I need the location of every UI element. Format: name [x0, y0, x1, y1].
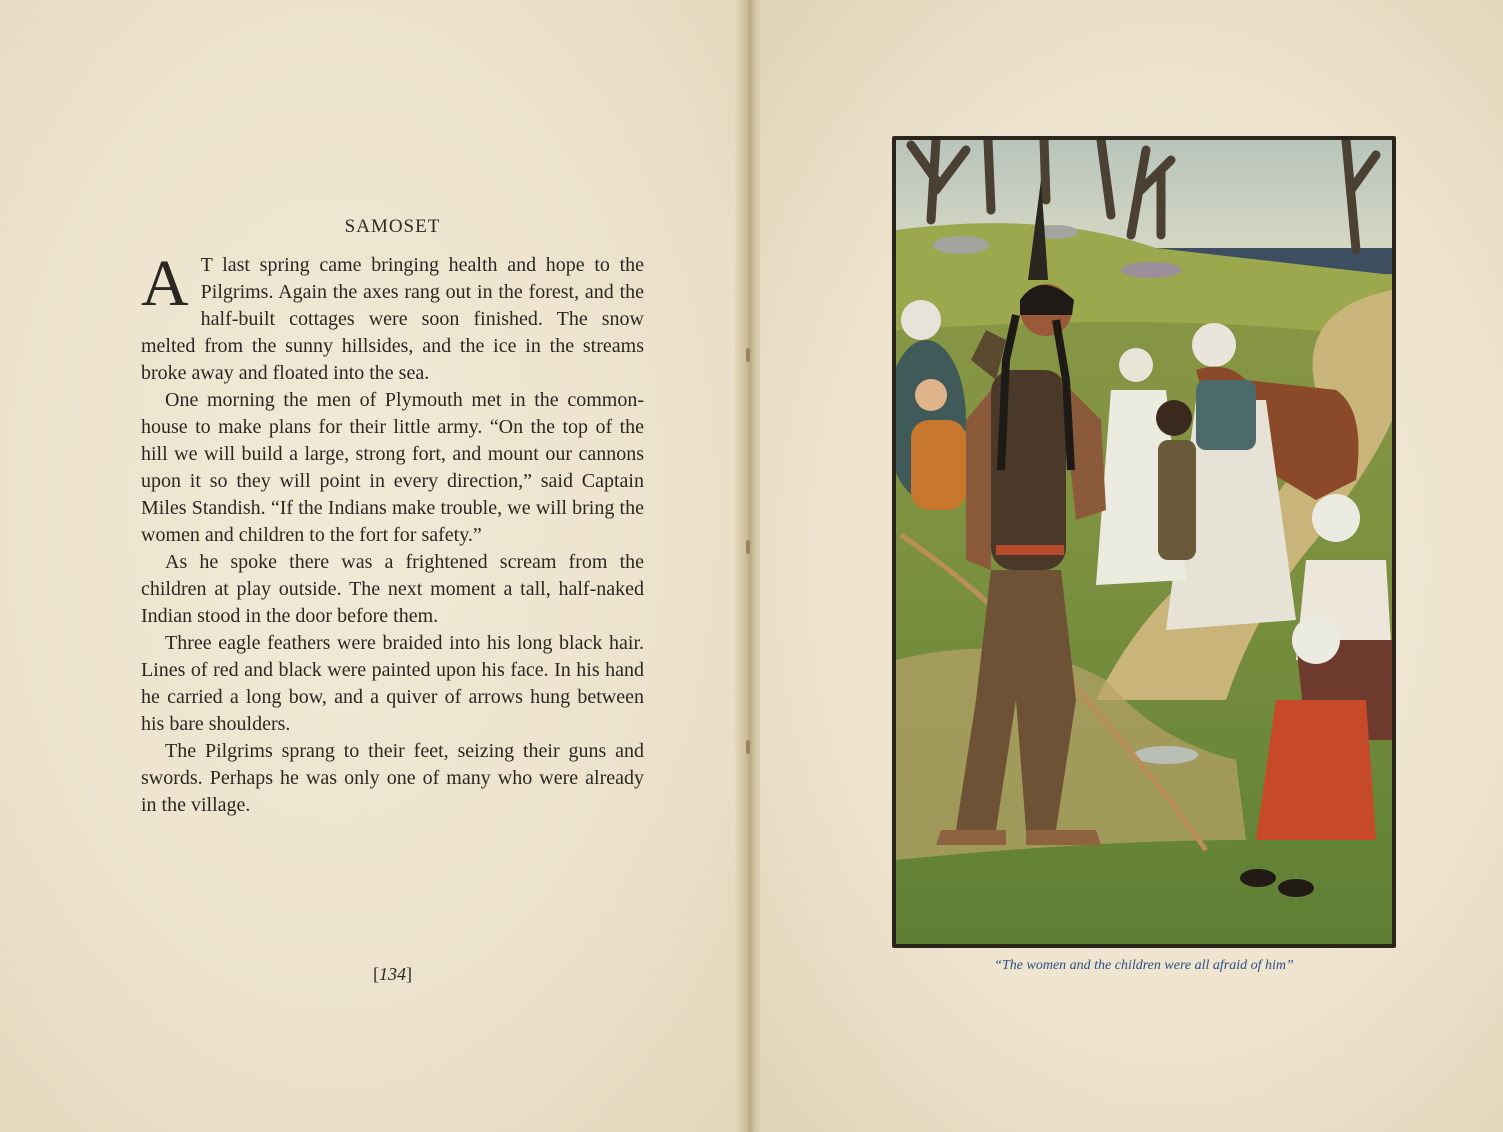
binding-stitch [746, 740, 750, 754]
body-text [141, 247, 644, 819]
paragraph-4: Three eagle feathers were braided into his long black hair. Lines of red and black were painted upon his face. In his hand he carried a long bow, and a quiver of arrows hung between his bare shoulders. [141, 632, 644, 735]
running-head: SAMOSET [344, 216, 441, 237]
illustration-plate [892, 136, 1396, 948]
folio-number: 134 [379, 964, 406, 984]
paragraph-1-text: T last spring came bringing health and hope to the Pilgrims. Again the axes rang out in the forest, and the half-built cottages were soon finished. The snow melted from the sunny hillsides, and the ice in the streams broke away and floated into the sea. [141, 254, 644, 384]
paragraph-3: As he spoke there was a frightened scream from the children at play outside. The next moment a tall, half-naked Indian stood in the door before them. [141, 551, 644, 627]
binding-stitch [746, 348, 750, 362]
folio-open-bracket: [ [373, 964, 379, 984]
paragraph-5: The Pilgrims sprang to their feet, seizing their guns and swords. Perhaps he was only one of many who were already in the village. [141, 740, 644, 816]
illustration-caption: “The women and the children were all afraid of him” [994, 958, 1294, 973]
binding-stitch [746, 540, 750, 554]
illustration-image [896, 140, 1392, 944]
folio-close-bracket: ] [406, 964, 412, 984]
left-page [0, 0, 745, 1132]
drop-cap: A [141, 247, 189, 320]
paragraph-2: One morning the men of Plymouth met in the common-house to make plans for their little army. “On the top of the hill we will build a large, strong fort, and mount our cannons upon it so they will point in every direction,” said Captain Miles Standish. “If the Indians make trouble, we will bring the women and children to the fort for safety.” [141, 389, 644, 546]
page-number [141, 964, 644, 985]
paragraph-1 [141, 247, 644, 387]
